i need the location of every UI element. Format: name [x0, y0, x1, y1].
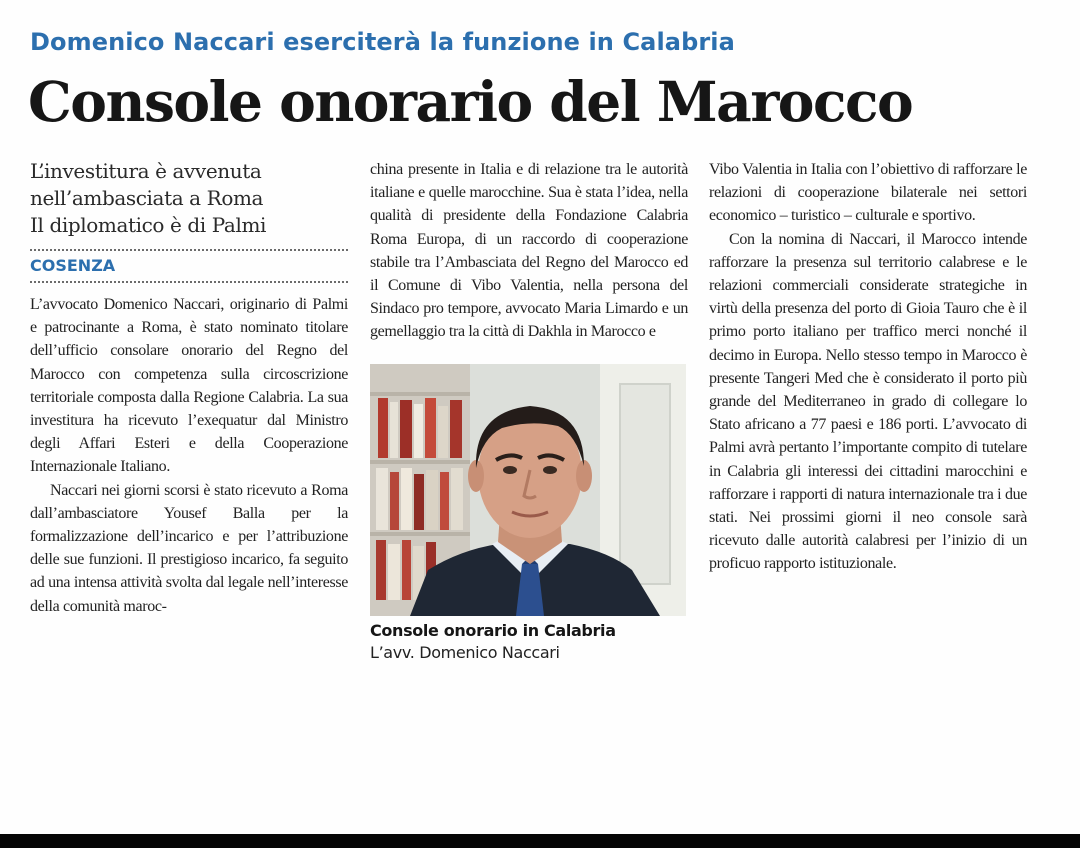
- subhead-line: Il diplomatico è di Palmi: [30, 213, 267, 237]
- body-paragraph: Naccari nei giorni scorsi è stato ricevuto a Roma dall’ambasciatore Yousef Balla per la formalizzazione dell’incarico e per l’attribuzione delle sue funzioni. Il prestigioso incarico, fa seguito ad una intensa attività svolta dal legale nell’interesse della comunità maroc-: [30, 481, 348, 615]
- portrait-photo: [370, 364, 686, 616]
- body-paragraph: china presente in Italia e di relazione tra le autorità italiane e quelle marocchine. Sua è stata l’idea, nella qualità di presidente della Fondazione Calabria Roma Europa, di un raccordo di cooperazione stabile tra l’Ambasciata del Regno del Marocco ed il Comune di Vibo Valentia, nella persona del Sindaco pro tempore, avvocato Maria Limardo e un gemellaggio tra la città di Dakhla in Marocco e: [370, 161, 688, 341]
- portrait-illustration: [370, 364, 686, 616]
- article-column-2: [370, 158, 688, 664]
- article-column-3: [709, 158, 1027, 576]
- body-paragraph: L’avvocato Domenico Naccari, originario di Palmi e patrocinante a Roma, è stato nominato titolare dell’ufficio consolare onorario del Regno del Marocco con competenza sulla circoscrizione territoriale composta dalla Regione Calabria. La sua investitura ha ricevuto l’exequatur dal Ministro degli Affari Esteri e della Cooperazione Internazionale Italiano.: [30, 296, 348, 476]
- dateline-location: COSENZA: [30, 256, 116, 275]
- photo-caption-subtitle: L’avv. Domenico Naccari: [370, 642, 560, 662]
- photo-caption-title: Console onorario in Calabria: [370, 620, 616, 640]
- article-column-1: [30, 158, 348, 618]
- article-subhead: [30, 158, 348, 239]
- body-paragraph: Vibo Valentia in Italia con l’obiettivo di rafforzare le relazioni di cooperazione bilaterale nei settori economico – turistico – culturale e sportivo.: [709, 161, 1027, 225]
- subhead-line: L’investitura è avvenuta: [30, 159, 262, 183]
- body-paragraph: Con la nomina di Naccari, il Marocco intende rafforzare la presenza sul territorio calabrese e le relazioni commerciali considerate strategiche in virtù della presenza del porto di Gioia Tauro che è il primo porto italiano per traffico merci nonché il decimo in Europa. Nello stesso tempo in Marocco è presente Tangeri Med che è considerato il porto più grande del Mediterraneo in grado di collegare lo Stato africano a 77 paesi e 186 porti. L’avvocato di Palmi avrà pertanto l’importante compito di tutelare in Calabria gli interessi dei cittadini marocchini e rafforzare i rapporti di natura internazionale tra i due stati. Nei prossimi giorni il neo console sarà ricevuto dalle autorità calabresi per l’inizio di un proficuo rapporto istituzionale.: [709, 230, 1027, 573]
- subhead-line: nell’ambasciata a Roma: [30, 186, 264, 210]
- dotted-divider: [30, 249, 348, 251]
- dotted-divider: [30, 281, 348, 283]
- bottom-bar: [0, 834, 1080, 848]
- article-kicker: Domenico Naccari eserciterà la funzione in Calabria: [30, 28, 735, 56]
- article-headline: Console onorario del Marocco: [28, 69, 913, 134]
